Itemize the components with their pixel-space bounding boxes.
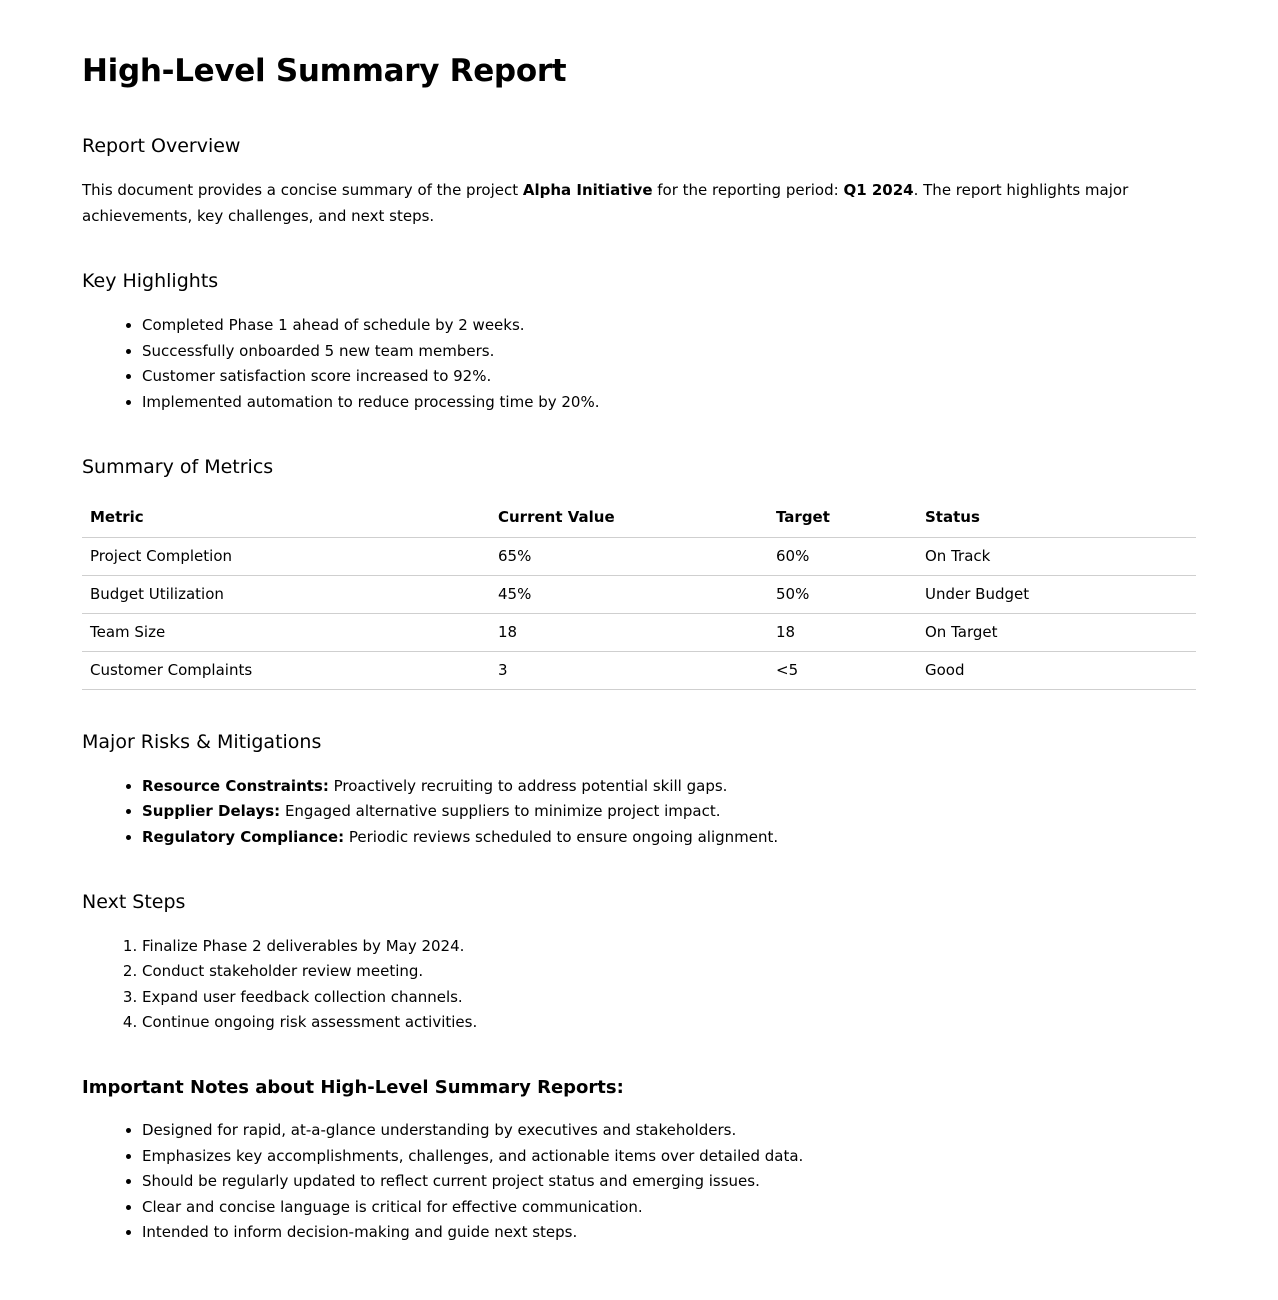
list-item [142, 774, 1196, 800]
risk-mitigation: Engaged alternative suppliers to minimize project impact. [280, 802, 721, 820]
notes-list [82, 1118, 1196, 1246]
table-cell: <5 [768, 651, 917, 689]
table-cell: 18 [768, 613, 917, 651]
table-cell: 45% [490, 575, 768, 613]
table-row [82, 537, 1196, 575]
overview-paragraph [82, 177, 1196, 229]
list-item: • Implemented automation to reduce processing time by 20%. [142, 390, 1196, 416]
table-row [82, 575, 1196, 613]
list-item: • Customer satisfaction score increased to 92%. [142, 364, 1196, 390]
column-header-target: Target [768, 499, 917, 538]
overview-text-3: . The report highlights major achievements, key challenges, and next steps. [82, 181, 1129, 226]
next-steps-list [82, 934, 1196, 1036]
column-header-current-value: Current Value [490, 499, 768, 538]
column-header-metric: Metric [82, 499, 490, 538]
list-item [142, 825, 1196, 851]
list-item: • Clear and concise language is critical for effective communication. [142, 1195, 1196, 1221]
table-cell: 3 [490, 651, 768, 689]
overview-heading: Report Overview [82, 134, 241, 157]
list-item: 1. Finalize Phase 2 deliverables by May 2024. [142, 934, 1196, 960]
risks-heading: Major Risks & Mitigations [82, 730, 322, 753]
page-title: High-Level Summary Report [82, 53, 567, 89]
list-item: 3. Expand user feedback collection channels. [142, 985, 1196, 1011]
list-item: 4. Continue ongoing risk assessment activities. [142, 1010, 1196, 1036]
risk-mitigation: Proactively recruiting to address potential skill gaps. [328, 776, 728, 795]
overview-section [82, 134, 1196, 230]
list-item [142, 799, 1196, 825]
highlights-heading: Key Highlights [82, 270, 219, 293]
list-item: • Emphasizes key accomplishments, challenges, and actionable items over detailed data. [142, 1144, 1196, 1170]
reporting-period: Q1 2024 [843, 181, 914, 200]
risks-list [82, 774, 1196, 851]
table-cell: Project Completion [82, 537, 490, 575]
overview-text-1: This document provides a concise summary of the project [82, 181, 523, 200]
risks-section [82, 730, 1196, 850]
notes-section [82, 1076, 1196, 1246]
table-cell: Under Budget [917, 575, 1196, 613]
list-item: • Should be regularly updated to reflect current project status and emerging issues. [142, 1169, 1196, 1195]
metrics-table [82, 499, 1196, 690]
list-item: • Designed for rapid, at-a-glance understanding by executives and stakeholders. [142, 1118, 1196, 1144]
risk-label: Supplier Delays: [142, 802, 281, 820]
list-item: • Intended to inform decision-making and guide next steps. [142, 1220, 1196, 1246]
table-cell: 65% [490, 537, 768, 575]
table-header-row [82, 499, 1196, 538]
risk-label: Resource Constraints: [142, 776, 329, 795]
table-cell: Customer Complaints [82, 651, 490, 689]
column-header-status: Status [917, 499, 1196, 538]
table-row [82, 613, 1196, 651]
overview-text-2: for the reporting period: [652, 181, 844, 200]
table-cell: Budget Utilization [82, 575, 490, 613]
table-cell: 50% [768, 575, 917, 613]
list-item: • Completed Phase 1 ahead of schedule by 2 weeks. [142, 313, 1196, 339]
table-cell: On Track [917, 537, 1196, 575]
table-cell: 60% [768, 537, 917, 575]
notes-heading: Important Notes about High-Level Summary Reports: [82, 1076, 624, 1098]
table-cell: Team Size [82, 613, 490, 651]
list-item: 2. Conduct stakeholder review meeting. [142, 959, 1196, 985]
metrics-heading: Summary of Metrics [82, 456, 274, 479]
next-steps-heading: Next Steps [82, 891, 186, 913]
risk-mitigation: Periodic reviews scheduled to ensure ongoing alignment. [344, 827, 779, 846]
next-steps-section [82, 890, 1196, 1036]
highlights-list [82, 313, 1196, 415]
table-cell: 18 [490, 613, 768, 651]
table-cell: On Target [917, 613, 1196, 651]
highlights-section [82, 269, 1196, 415]
metrics-section [82, 455, 1196, 690]
project-name: Alpha Initiative [522, 181, 653, 200]
table-cell: Good [917, 651, 1196, 689]
table-row [82, 651, 1196, 689]
risk-label: Regulatory Compliance: [142, 827, 345, 846]
list-item: • Successfully onboarded 5 new team members. [142, 339, 1196, 365]
